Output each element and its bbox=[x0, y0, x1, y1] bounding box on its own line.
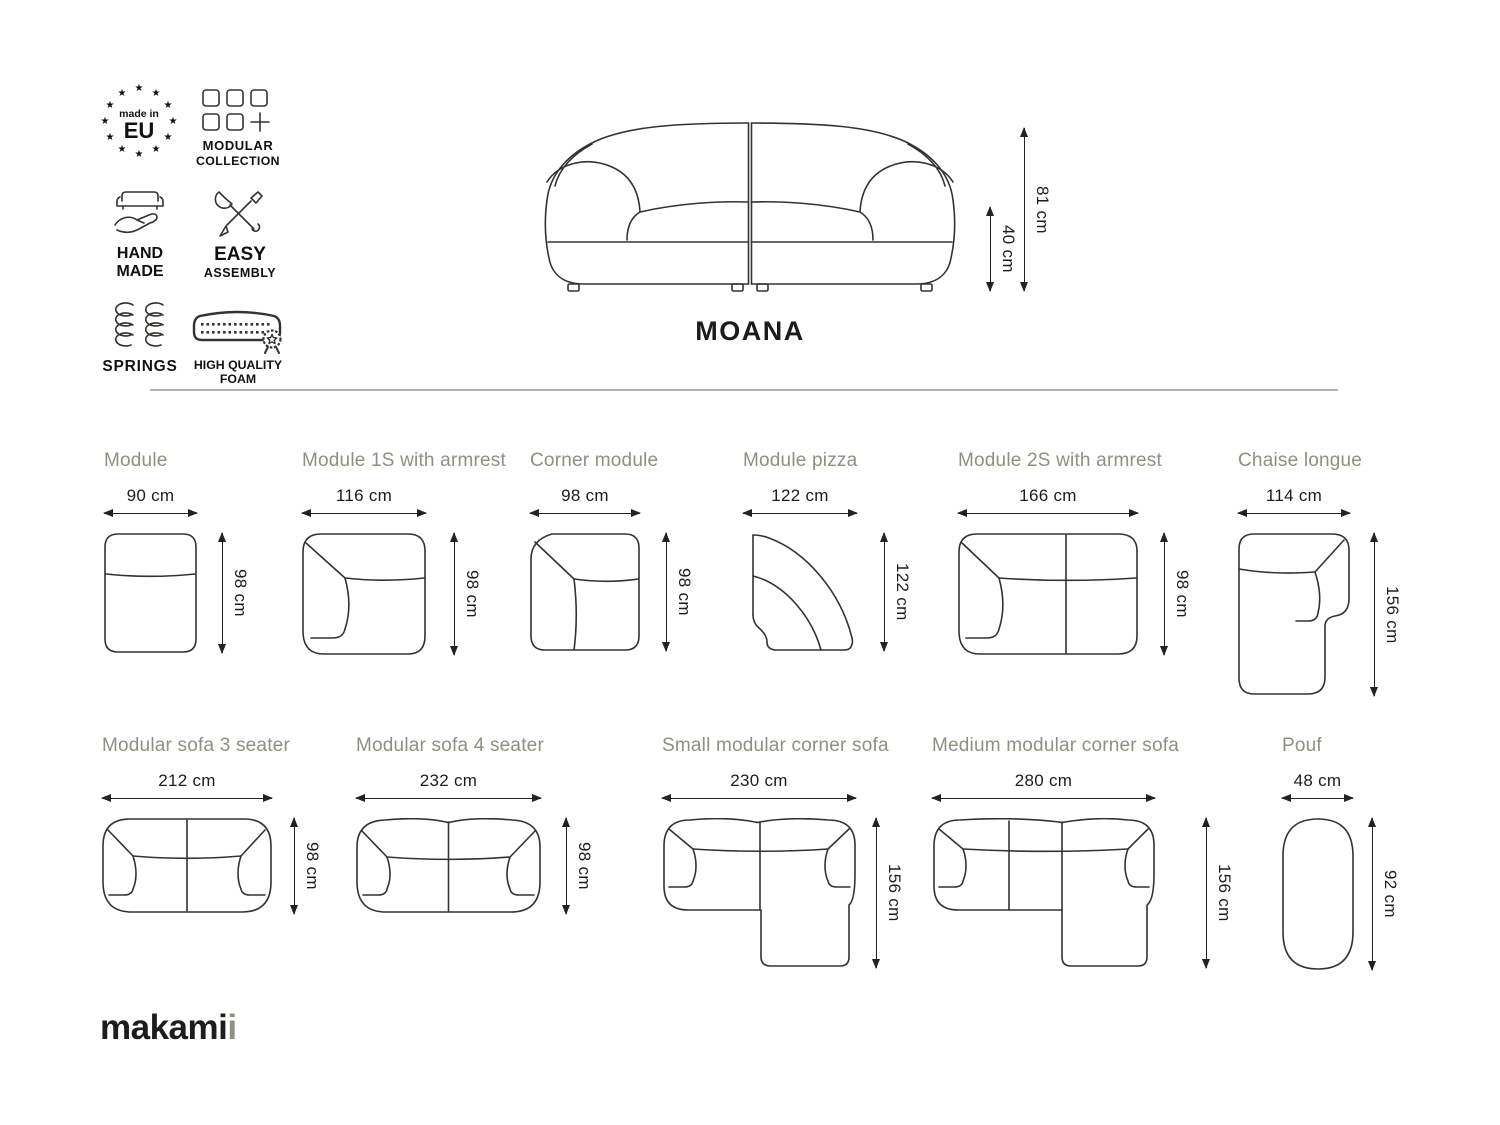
product-title: Modular sofa 4 seater bbox=[356, 735, 544, 756]
width-dimension: 98 cm bbox=[530, 486, 640, 514]
width-dimension: 122 cm bbox=[743, 486, 857, 514]
svg-text:★: ★ bbox=[105, 132, 115, 143]
badge-modular-collection bbox=[190, 88, 286, 168]
height-dimension: 156 cm bbox=[1374, 533, 1402, 696]
product-card-module-1s bbox=[302, 450, 506, 618]
product-card-chaise-longue bbox=[1238, 450, 1402, 644]
module-pizza-top-view-drawing bbox=[743, 533, 857, 651]
product-card-module bbox=[104, 450, 250, 617]
width-dimension: 166 cm bbox=[958, 486, 1138, 514]
badge-label: COLLECTION bbox=[196, 153, 280, 168]
badge-label: ASSEMBLY bbox=[203, 265, 277, 280]
brand-logo-accent: i bbox=[227, 1008, 237, 1047]
product-title: Module 1S with armrest bbox=[302, 450, 506, 471]
svg-text:★: ★ bbox=[117, 144, 127, 155]
width-dimension: 212 cm bbox=[102, 771, 272, 799]
pouf-top-view-drawing bbox=[1282, 818, 1354, 970]
product-title: Small modular corner sofa bbox=[662, 735, 889, 756]
product-title: Chaise longue bbox=[1238, 450, 1363, 471]
tools-icon bbox=[214, 188, 266, 240]
badge-label: EASY bbox=[214, 244, 266, 265]
chaise-longue-top-view-drawing bbox=[1238, 533, 1350, 696]
badge-label: MODULAR bbox=[202, 138, 274, 153]
dimension-label: 40 cm bbox=[999, 225, 1018, 273]
height-dimension: 98 cm bbox=[222, 533, 250, 653]
product-title: Corner module bbox=[530, 450, 659, 471]
product-title: Module pizza bbox=[743, 450, 858, 471]
eu-stars-icon bbox=[99, 80, 179, 160]
svg-text:★: ★ bbox=[168, 116, 178, 127]
width-dimension: 48 cm bbox=[1282, 771, 1353, 799]
badge-springs bbox=[98, 302, 182, 376]
product-title: Module bbox=[104, 450, 168, 471]
width-dimension: 90 cm bbox=[104, 486, 197, 514]
eu-made-in-text: made in bbox=[119, 108, 159, 120]
badge-label: HAND bbox=[116, 245, 164, 262]
width-dimension: 114 cm bbox=[1238, 486, 1350, 514]
svg-text:★: ★ bbox=[151, 144, 161, 155]
brand-logo-main: makami bbox=[100, 1008, 228, 1047]
module-1s-top-view-drawing bbox=[302, 533, 426, 655]
height-dimension: 98 cm bbox=[294, 818, 322, 914]
badge-label: HIGH QUALITY bbox=[193, 358, 283, 372]
height-dimension: 122 cm bbox=[884, 533, 912, 651]
springs-icon bbox=[110, 302, 170, 352]
height-dimension: 92 cm bbox=[1372, 818, 1400, 970]
svg-text:★: ★ bbox=[100, 116, 110, 127]
product-card-sofa-4-seater bbox=[356, 735, 594, 890]
badge-label: MADE bbox=[116, 263, 164, 281]
width-dimension: 230 cm bbox=[662, 771, 856, 799]
small-corner-sofa-top-view-drawing bbox=[662, 818, 856, 968]
height-dimension: 98 cm bbox=[666, 533, 694, 651]
svg-text:★: ★ bbox=[134, 83, 144, 94]
badge-hand-made bbox=[100, 188, 180, 282]
height-dimension: 98 cm bbox=[566, 818, 594, 914]
corner-module-top-view-drawing bbox=[530, 533, 640, 651]
badge-easy-assembly bbox=[194, 188, 286, 280]
svg-text:★: ★ bbox=[163, 132, 173, 143]
product-card-module-pizza bbox=[743, 450, 912, 621]
hero-total-height-dimension bbox=[1024, 128, 1052, 291]
module-2s-top-view-drawing bbox=[958, 533, 1138, 655]
foam-icon bbox=[190, 306, 286, 354]
product-card-sofa-3-seater bbox=[102, 735, 322, 890]
svg-text:★: ★ bbox=[134, 149, 144, 160]
badge-high-quality-foam bbox=[184, 306, 292, 386]
hero-seat-height-dimension bbox=[990, 207, 1018, 291]
width-dimension: 116 cm bbox=[302, 486, 426, 514]
product-card-corner-module bbox=[530, 450, 694, 616]
dimension-label: 81 cm bbox=[1033, 185, 1052, 234]
product-title: Module 2S with armrest bbox=[958, 450, 1162, 471]
height-dimension: 156 cm bbox=[1206, 818, 1234, 968]
width-dimension: 232 cm bbox=[356, 771, 541, 799]
module-top-view-drawing bbox=[104, 533, 197, 653]
height-dimension: 98 cm bbox=[1164, 533, 1192, 655]
divider-line bbox=[150, 389, 1338, 391]
product-card-small-corner-sofa bbox=[662, 735, 904, 922]
product-card-pouf bbox=[1282, 735, 1400, 918]
height-dimension: 156 cm bbox=[876, 818, 904, 968]
width-dimension: 280 cm bbox=[932, 771, 1155, 799]
badge-label: SPRINGS bbox=[102, 358, 178, 375]
eu-text: EU bbox=[123, 118, 155, 143]
svg-text:★: ★ bbox=[151, 88, 161, 99]
svg-text:★: ★ bbox=[163, 100, 173, 111]
product-title: Pouf bbox=[1282, 735, 1322, 756]
product-card-medium-corner-sofa bbox=[932, 735, 1234, 922]
svg-text:★: ★ bbox=[117, 88, 127, 99]
product-title: Modular sofa 3 seater bbox=[102, 735, 290, 756]
badge-label: FOAM bbox=[219, 372, 257, 387]
sofa-3-seater-top-view-drawing bbox=[102, 818, 272, 914]
product-card-module-2s bbox=[958, 450, 1192, 618]
medium-corner-sofa-top-view-drawing bbox=[932, 818, 1155, 968]
hand-sofa-icon bbox=[111, 188, 169, 240]
sofa-front-view-drawing bbox=[530, 114, 970, 298]
collection-title: MOANA bbox=[695, 316, 805, 346]
brand-logo bbox=[100, 1008, 237, 1048]
height-dimension: 98 cm bbox=[454, 533, 482, 655]
sofa-4-seater-top-view-drawing bbox=[356, 818, 541, 914]
badge-made-in-eu bbox=[98, 80, 180, 160]
modular-grid-icon bbox=[200, 88, 276, 134]
product-title: Medium modular corner sofa bbox=[932, 735, 1180, 756]
svg-text:★: ★ bbox=[105, 100, 115, 111]
